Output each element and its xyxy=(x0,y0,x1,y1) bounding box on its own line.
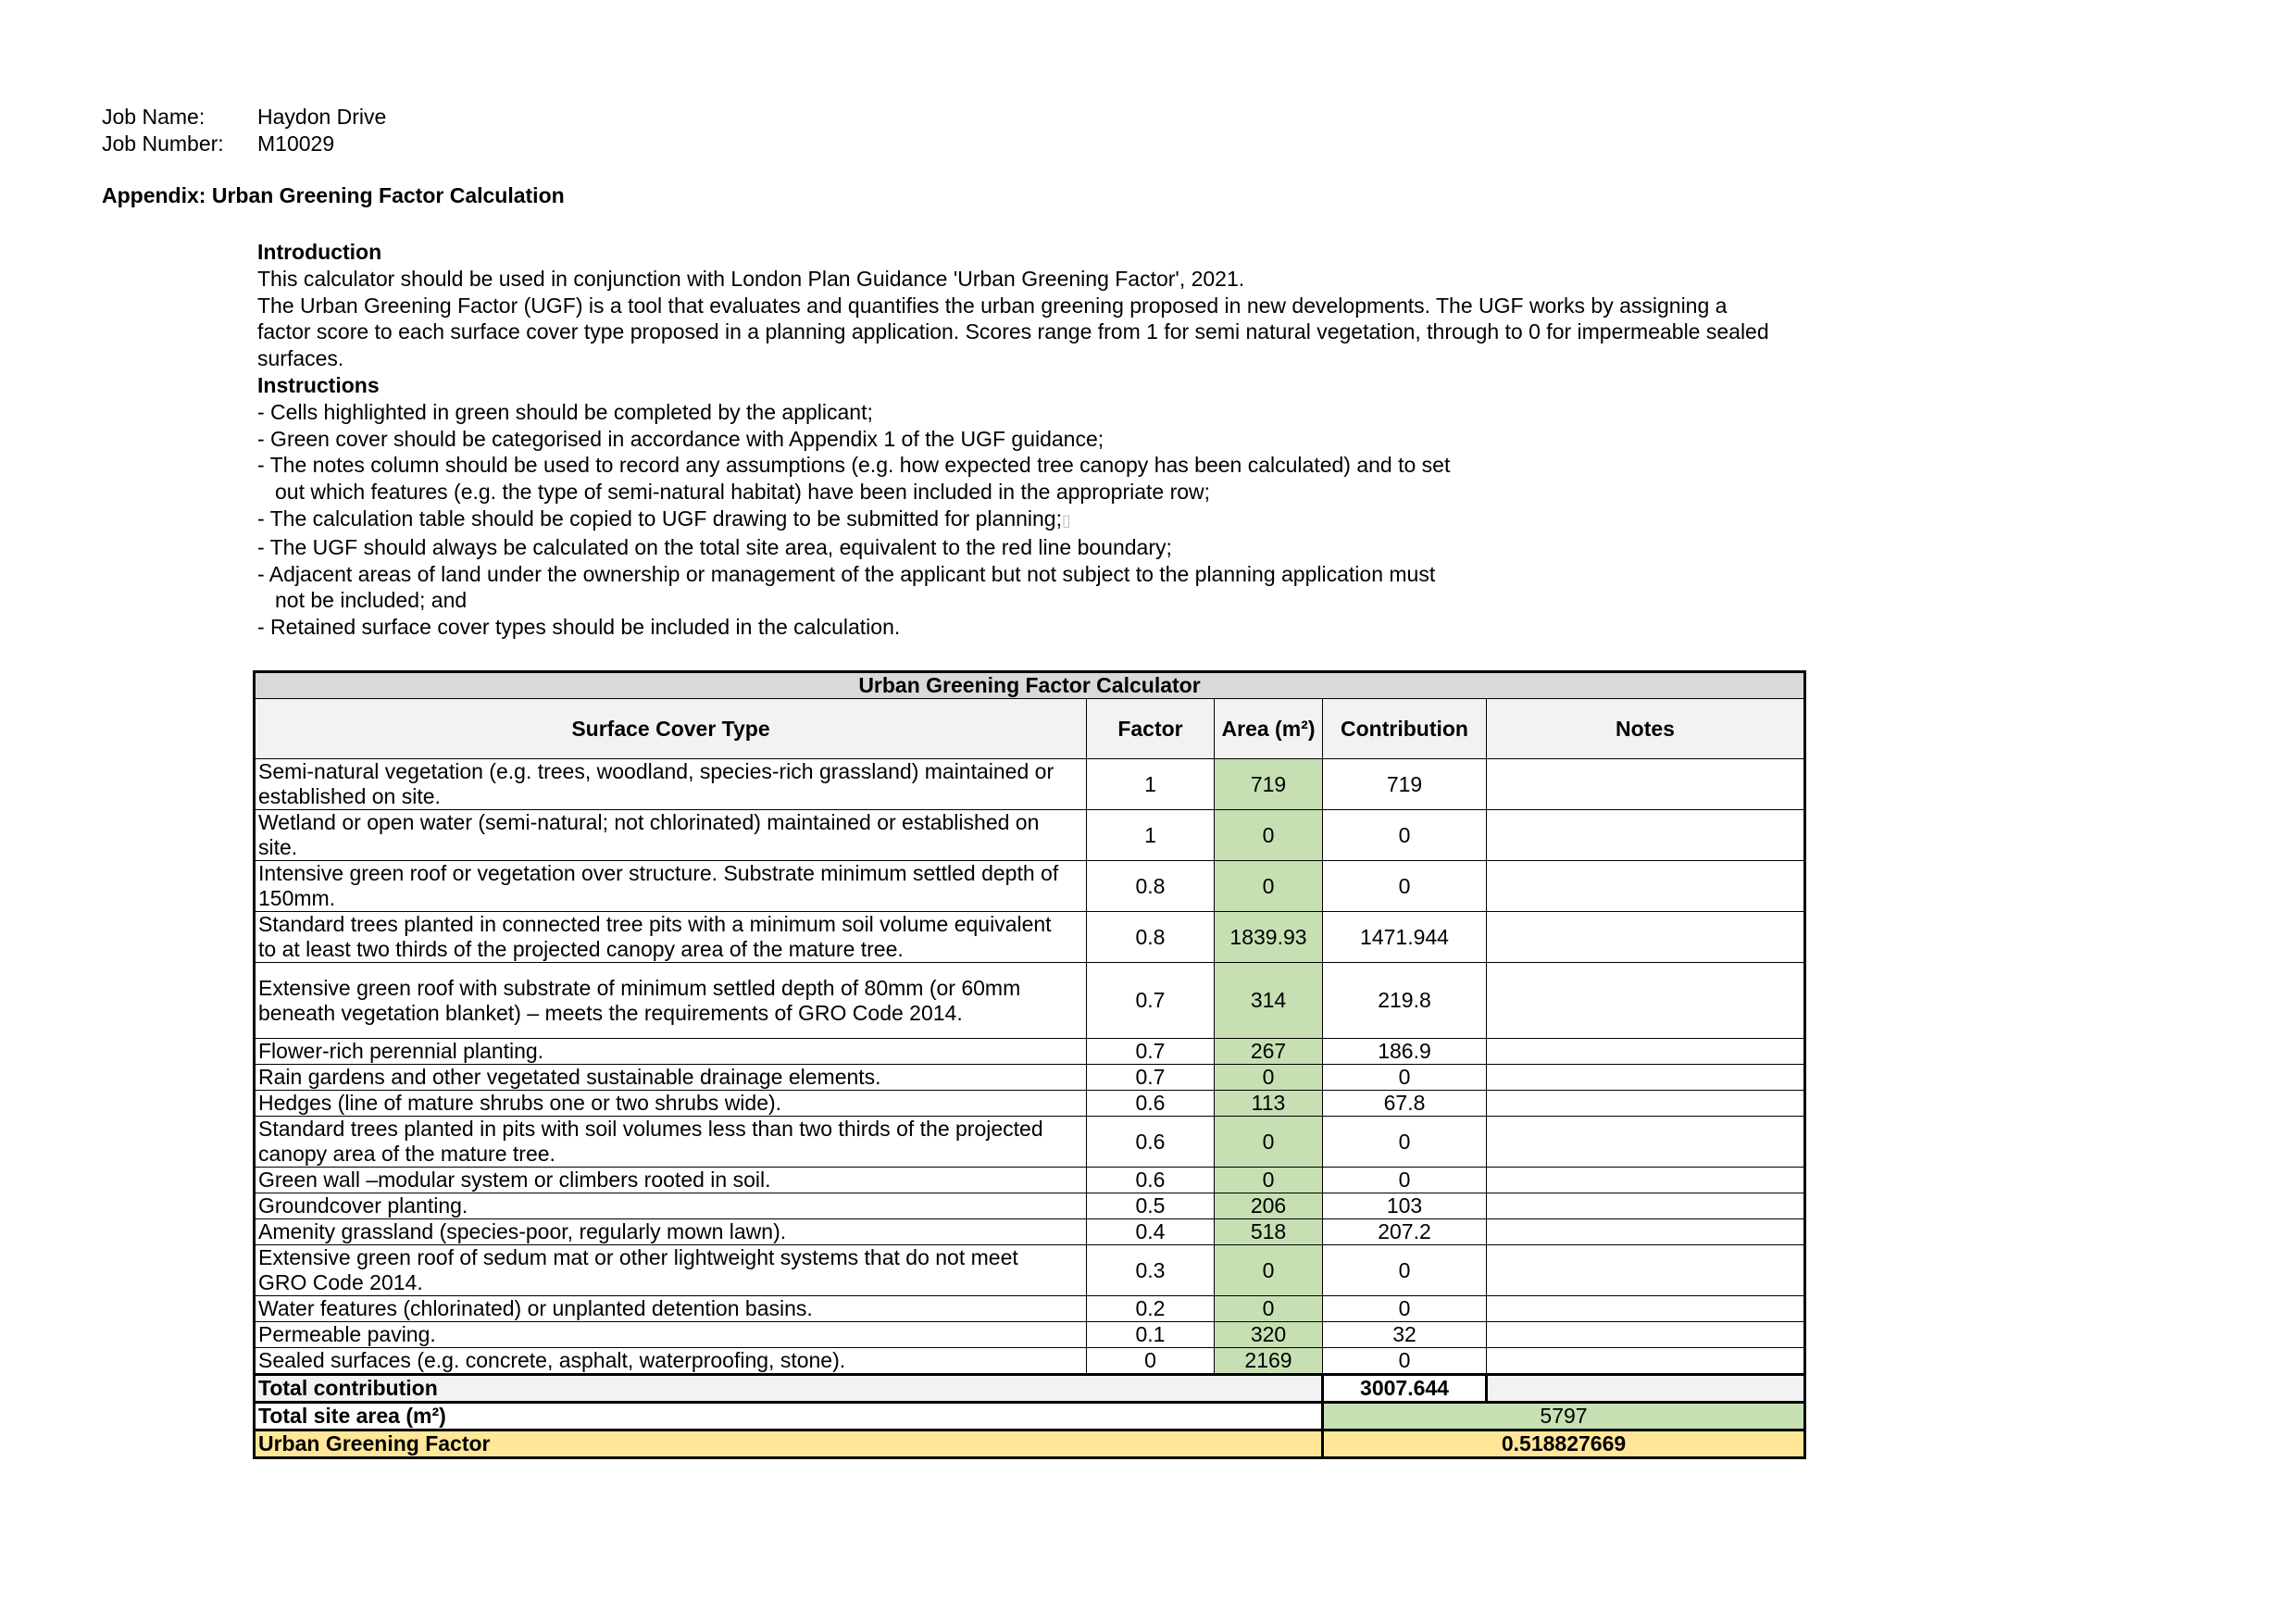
job-number-value: M10029 xyxy=(257,131,335,156)
table-row xyxy=(255,1065,1805,1091)
total-contribution-value: 3007.644 xyxy=(1323,1375,1487,1403)
instruction-item xyxy=(257,506,1831,534)
surface-cover-line: Rain gardens and other vegetated sustainable drainage elements. xyxy=(258,1065,881,1089)
total-contribution-label: Total contribution xyxy=(255,1375,1323,1403)
table-row xyxy=(255,1039,1805,1065)
table-row xyxy=(255,1117,1805,1168)
surface-cover-line: site. xyxy=(258,835,298,859)
factor-cell: 1 xyxy=(1087,759,1215,810)
notes-cell[interactable] xyxy=(1487,810,1805,861)
factor-cell: 0.8 xyxy=(1087,861,1215,912)
intro-line: surfaces. xyxy=(257,346,344,371)
factor-cell: 0.1 xyxy=(1087,1322,1215,1348)
notes-cell[interactable] xyxy=(1487,1117,1805,1168)
notes-cell[interactable] xyxy=(1487,1193,1805,1219)
factor-cell: 0.4 xyxy=(1087,1219,1215,1245)
column-header-surface: Surface Cover Type xyxy=(255,699,1087,759)
notes-cell[interactable] xyxy=(1487,1245,1805,1296)
area-input-cell[interactable]: 0 xyxy=(1215,1296,1323,1322)
contribution-cell: 719 xyxy=(1323,759,1487,810)
surface-cover-type xyxy=(255,1117,1087,1168)
instruction-item: - The notes column should be used to record any assumptions (e.g. how expected tree canopy has been calculated) and to set xyxy=(257,453,1451,478)
total-contribution-notes xyxy=(1487,1375,1805,1403)
instruction-item: - Adjacent areas of land under the ownership or management of the applicant but not subject to the planning application must xyxy=(257,561,1436,586)
contribution-cell: 219.8 xyxy=(1323,963,1487,1039)
contribution-cell: 0 xyxy=(1323,1168,1487,1193)
contribution-cell: 0 xyxy=(1323,1245,1487,1296)
factor-cell: 0.8 xyxy=(1087,912,1215,963)
column-header-area: Area (m²) xyxy=(1215,699,1323,759)
notes-cell[interactable] xyxy=(1487,1296,1805,1322)
surface-cover-type xyxy=(255,1219,1087,1245)
area-input-cell[interactable]: 0 xyxy=(1215,1117,1323,1168)
area-input-cell[interactable]: 2169 xyxy=(1215,1348,1323,1375)
surface-cover-line: Water features (chlorinated) or unplanted detention basins. xyxy=(258,1296,813,1320)
contribution-cell: 186.9 xyxy=(1323,1039,1487,1065)
intro-line: The Urban Greening Factor (UGF) is a tool that evaluates and quantifies the urban greening proposed in new developments. The UGF works by assigning a xyxy=(257,293,1728,318)
surface-cover-line: Hedges (line of mature shrubs one or two shrubs wide). xyxy=(258,1091,782,1115)
factor-cell: 0.5 xyxy=(1087,1193,1215,1219)
surface-cover-type xyxy=(255,1296,1087,1322)
surface-cover-line: Semi-natural vegetation (e.g. trees, woodland, species-rich grassland) maintained or xyxy=(258,759,1054,783)
ugf-calculator-table xyxy=(253,670,1806,1459)
table-row xyxy=(255,861,1805,912)
area-input-cell[interactable]: 0 xyxy=(1215,861,1323,912)
notes-cell[interactable] xyxy=(1487,912,1805,963)
table-row xyxy=(255,759,1805,810)
area-input-cell[interactable]: 518 xyxy=(1215,1219,1323,1245)
surface-cover-type xyxy=(255,1193,1087,1219)
intro-line: factor score to each surface cover type proposed in a planning application. Scores range from 1 for semi natural vegetation, through to 0 for impermeable sealed xyxy=(257,319,1769,344)
column-header-factor: Factor xyxy=(1087,699,1215,759)
column-header-notes: Notes xyxy=(1487,699,1805,759)
surface-cover-type xyxy=(255,912,1087,963)
instruction-item: out which features (e.g. the type of semi-natural habitat) have been included in the appropriate row; xyxy=(275,480,1211,505)
instruction-item: - Green cover should be categorised in accordance with Appendix 1 of the UGF guidance; xyxy=(257,426,1104,451)
surface-cover-line: Extensive green roof of sedum mat or other lightweight systems that do not meet xyxy=(258,1245,1018,1269)
area-input-cell[interactable]: 0 xyxy=(1215,1065,1323,1091)
factor-cell: 0.7 xyxy=(1087,963,1215,1039)
notes-cell[interactable] xyxy=(1487,759,1805,810)
surface-cover-type xyxy=(255,1091,1087,1117)
area-input-cell[interactable]: 719 xyxy=(1215,759,1323,810)
area-input-cell[interactable]: 314 xyxy=(1215,963,1323,1039)
surface-cover-type xyxy=(255,1348,1087,1375)
surface-cover-line: Wetland or open water (semi-natural; not chlorinated) maintained or established on xyxy=(258,810,1040,834)
instruction-item: not be included; and xyxy=(275,588,468,613)
job-name-label: Job Name: xyxy=(102,105,206,129)
surface-cover-line: Sealed surfaces (e.g. concrete, asphalt, waterproofing, stone). xyxy=(258,1348,846,1372)
area-input-cell[interactable]: 113 xyxy=(1215,1091,1323,1117)
surface-cover-type xyxy=(255,963,1087,1039)
contribution-cell: 1471.944 xyxy=(1323,912,1487,963)
total-site-area-label: Total site area (m²) xyxy=(255,1403,1323,1430)
total-site-area-input[interactable]: 5797 xyxy=(1323,1403,1805,1430)
surface-cover-line: GRO Code 2014. xyxy=(258,1270,423,1294)
notes-cell[interactable] xyxy=(1487,1348,1805,1375)
surface-cover-line: Standard trees planted in connected tree pits with a minimum soil volume equivalent xyxy=(258,912,1052,936)
area-input-cell[interactable]: 267 xyxy=(1215,1039,1323,1065)
notes-cell[interactable] xyxy=(1487,1168,1805,1193)
surface-cover-type xyxy=(255,759,1087,810)
instructions-heading: Instructions xyxy=(257,372,380,397)
table-row xyxy=(255,912,1805,963)
contribution-cell: 0 xyxy=(1323,1065,1487,1091)
surface-cover-line: Green wall –modular system or climbers rooted in soil. xyxy=(258,1168,771,1192)
table-row xyxy=(255,1296,1805,1322)
column-header-contribution: Contribution xyxy=(1323,699,1487,759)
area-input-cell[interactable]: 320 xyxy=(1215,1322,1323,1348)
surface-cover-type xyxy=(255,1168,1087,1193)
area-input-cell[interactable]: 0 xyxy=(1215,1245,1323,1296)
instruction-item: - The UGF should always be calculated on the total site area, equivalent to the red line boundary; xyxy=(257,534,1172,559)
area-input-cell[interactable]: 0 xyxy=(1215,1168,1323,1193)
introduction-heading: Introduction xyxy=(257,240,382,264)
notes-cell[interactable] xyxy=(1487,861,1805,912)
surface-cover-type xyxy=(255,810,1087,861)
table-row xyxy=(255,1091,1805,1117)
notes-cell[interactable] xyxy=(1487,1219,1805,1245)
surface-cover-line: Permeable paving. xyxy=(258,1322,436,1346)
surface-cover-line: Standard trees planted in pits with soil volumes less than two thirds of the projected xyxy=(258,1117,1043,1141)
notes-cell[interactable] xyxy=(1487,1322,1805,1348)
ugf-value: 0.518827669 xyxy=(1323,1430,1805,1458)
surface-cover-type xyxy=(255,1065,1087,1091)
factor-cell: 0.3 xyxy=(1087,1245,1215,1296)
factor-cell: 0.2 xyxy=(1087,1296,1215,1322)
factor-cell: 1 xyxy=(1087,810,1215,861)
surface-cover-type xyxy=(255,1039,1087,1065)
contribution-cell: 207.2 xyxy=(1323,1219,1487,1245)
instruction-item: - Retained surface cover types should be included in the calculation. xyxy=(257,615,901,640)
table-body xyxy=(255,759,1805,1375)
contribution-cell: 0 xyxy=(1323,1296,1487,1322)
job-name-value: Haydon Drive xyxy=(257,105,387,129)
area-input-cell[interactable]: 0 xyxy=(1215,810,1323,861)
factor-cell: 0.7 xyxy=(1087,1039,1215,1065)
area-input-cell[interactable]: 1839.93 xyxy=(1215,912,1323,963)
area-input-cell[interactable]: 206 xyxy=(1215,1193,1323,1219)
notes-cell[interactable] xyxy=(1487,1065,1805,1091)
table-row xyxy=(255,1348,1805,1375)
surface-cover-line: Extensive green roof with substrate of minimum settled depth of 80mm (or 60mm xyxy=(258,975,1021,1000)
surface-cover-line: beneath vegetation blanket) – meets the requirements of GRO Code 2014. xyxy=(258,1000,963,1025)
factor-cell: 0.7 xyxy=(1087,1065,1215,1091)
factor-cell: 0.6 xyxy=(1087,1117,1215,1168)
surface-cover-line: 150mm. xyxy=(258,886,336,910)
table-row xyxy=(255,1245,1805,1296)
notes-cell[interactable] xyxy=(1487,1039,1805,1065)
surface-cover-line: Intensive green roof or vegetation over structure. Substrate minimum settled depth of xyxy=(258,861,1059,885)
table-row xyxy=(255,810,1805,861)
surface-cover-line: Groundcover planting. xyxy=(258,1193,468,1218)
contribution-cell: 0 xyxy=(1323,861,1487,912)
table-row xyxy=(255,1168,1805,1193)
appendix-title: Appendix: Urban Greening Factor Calculation xyxy=(102,183,565,207)
table-row xyxy=(255,963,1805,1039)
surface-cover-line: Amenity grassland (species-poor, regularly mown lawn). xyxy=(258,1219,787,1243)
contribution-cell: 0 xyxy=(1323,1348,1487,1375)
factor-cell: 0.6 xyxy=(1087,1168,1215,1193)
job-info xyxy=(102,104,386,157)
notes-cell[interactable] xyxy=(1487,1091,1805,1117)
factor-cell: 0 xyxy=(1087,1348,1215,1375)
contribution-cell: 103 xyxy=(1323,1193,1487,1219)
introduction-section xyxy=(257,239,1831,641)
surface-cover-type xyxy=(255,1322,1087,1348)
surface-cover-line: established on site. xyxy=(258,784,441,808)
instruction-text: - The calculation table should be copied to UGF drawing to be submitted for planning; xyxy=(257,506,1062,531)
surface-cover-type xyxy=(255,1245,1087,1296)
surface-cover-type xyxy=(255,861,1087,912)
instruction-item: - Cells highlighted in green should be completed by the applicant; xyxy=(257,399,873,424)
ugf-label: Urban Greening Factor xyxy=(255,1430,1323,1458)
surface-cover-line: to at least two thirds of the projected canopy area of the mature tree. xyxy=(258,937,904,961)
surface-cover-line: canopy area of the mature tree. xyxy=(258,1142,555,1166)
contribution-cell: 32 xyxy=(1323,1322,1487,1348)
factor-cell: 0.6 xyxy=(1087,1091,1215,1117)
intro-line: This calculator should be used in conjunction with London Plan Guidance 'Urban Greening Factor', 2021. xyxy=(257,266,1245,291)
contribution-cell: 0 xyxy=(1323,810,1487,861)
contribution-cell: 0 xyxy=(1323,1117,1487,1168)
job-number-label: Job Number: xyxy=(102,131,224,156)
placeholder-glyph-icon: ▯ xyxy=(1061,510,1071,530)
table-row xyxy=(255,1322,1805,1348)
notes-cell[interactable] xyxy=(1487,963,1805,1039)
surface-cover-line: Flower-rich perennial planting. xyxy=(258,1039,544,1063)
contribution-cell: 67.8 xyxy=(1323,1091,1487,1117)
table-row xyxy=(255,1219,1805,1245)
table-row xyxy=(255,1193,1805,1219)
table-title: Urban Greening Factor Calculator xyxy=(255,672,1805,699)
